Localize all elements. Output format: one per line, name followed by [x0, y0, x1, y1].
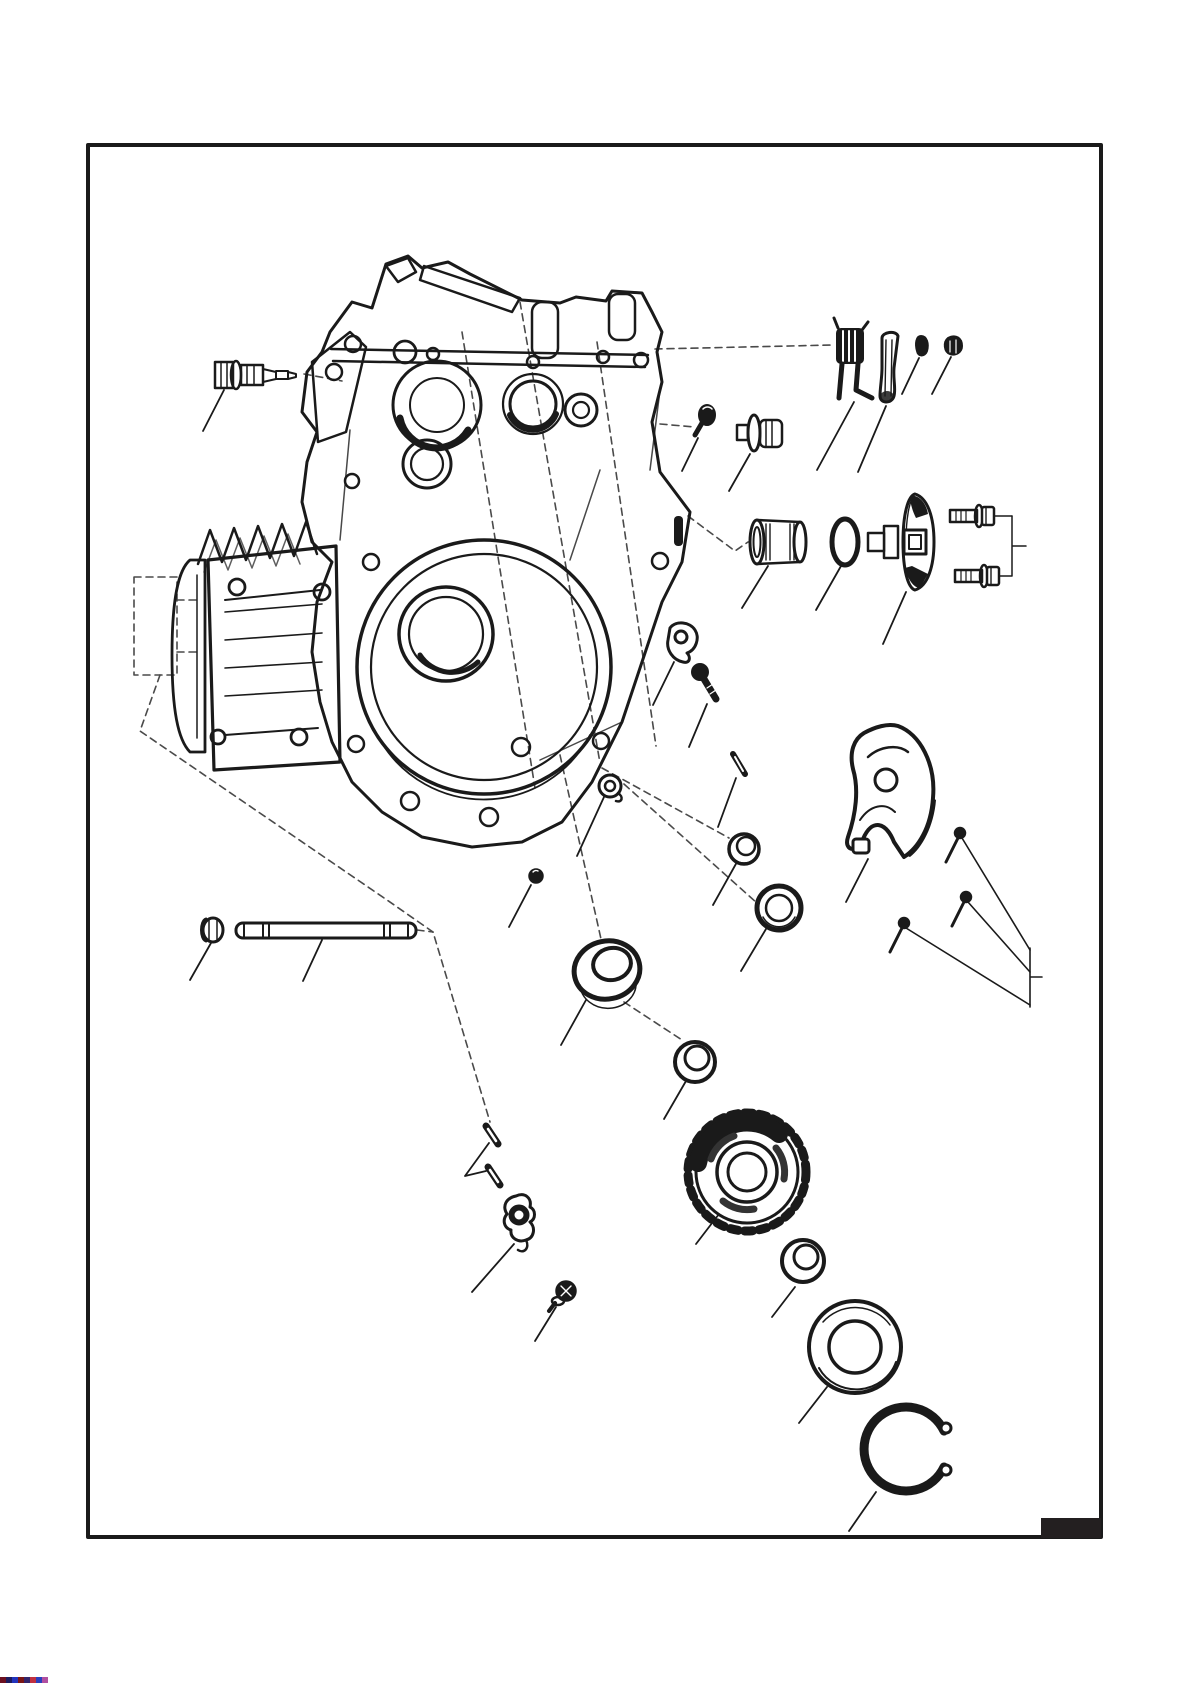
leader-line: [664, 1081, 686, 1119]
leader-line: [883, 592, 906, 644]
leader-line: [303, 940, 322, 981]
leader-line: [713, 862, 737, 905]
o-ring: [816, 519, 858, 610]
dowel-pin-b: [488, 1167, 500, 1185]
bracket-line: [968, 902, 1030, 972]
calibration-swatch: [42, 1677, 48, 1683]
leader-line: [932, 357, 951, 394]
cylinder-block: [172, 522, 340, 770]
chain-guide-cover: [846, 725, 936, 902]
leader-line: [509, 885, 531, 927]
leader-line: [772, 1287, 795, 1317]
leader-line: [561, 1000, 586, 1045]
dowel-pin-leader: [465, 1143, 489, 1176]
flange-bolt-lower: [955, 516, 1026, 587]
leader-line: [902, 358, 919, 394]
kickstart-torsion-spring: [817, 318, 872, 470]
spacer-bushing-upper: [664, 1042, 715, 1119]
leader-line: [858, 406, 886, 472]
calibration-strip: [0, 1677, 48, 1683]
leader-line: [472, 1244, 514, 1292]
leader-line: [849, 1492, 876, 1531]
rod-flange-nut: [190, 918, 223, 980]
leader-line: [718, 778, 736, 827]
steel-ball: [509, 869, 543, 927]
circlip: [849, 1407, 951, 1531]
oil-gallery-plug: [729, 415, 782, 491]
crankcase-half: [302, 256, 690, 847]
cam-chain-tensioner: [868, 494, 934, 644]
bleed-screw: [682, 405, 715, 471]
mount-pin-1: [946, 828, 1030, 951]
leader-line: [689, 704, 707, 747]
breather-ring: [577, 775, 622, 856]
leader-line: [729, 454, 750, 491]
ball-bearing: [561, 935, 645, 1045]
leader-line: [203, 390, 224, 431]
leader-line: [799, 1387, 827, 1423]
pan-screw: [535, 1281, 576, 1341]
roll-pin: [718, 754, 745, 827]
leader-line: [741, 929, 766, 971]
leader-line: [577, 797, 604, 856]
starter-driven-gear: [688, 1113, 806, 1244]
pilot-bushing: [713, 834, 759, 905]
leader-line: [816, 566, 841, 610]
idler-spacer-bushing: [742, 520, 806, 608]
bracket-line: [906, 928, 1030, 1005]
mount-pin-3: [890, 918, 1030, 1006]
pivot-stud: [689, 664, 716, 747]
assembly-dashed-lines: [134, 302, 833, 1122]
corner-tab: [1041, 1518, 1101, 1538]
oil-jet-bolt: [203, 361, 296, 431]
dowel-pin-small: [902, 336, 928, 394]
leader-line: [682, 438, 698, 471]
flange-nut-small: [932, 336, 962, 394]
oil-seal: [741, 886, 801, 971]
leader-line: [653, 662, 674, 705]
leader-line: [190, 943, 211, 980]
flange-bolt-upper: [950, 505, 1012, 527]
detent-cam: [653, 623, 697, 705]
spacer-bushing-lower: [772, 1240, 824, 1317]
bracket-line: [999, 516, 1026, 576]
pin-group-bracket: [1030, 948, 1042, 1007]
dowel-pin-a: [486, 1126, 498, 1144]
leader-line: [742, 566, 768, 608]
retainer-clip: [472, 1195, 535, 1292]
leader-line: [846, 859, 868, 902]
cylinder-stud-rod: [236, 923, 416, 981]
leader-line: [817, 402, 854, 470]
thrust-washer: [799, 1301, 901, 1423]
leader-line: [535, 1307, 556, 1341]
